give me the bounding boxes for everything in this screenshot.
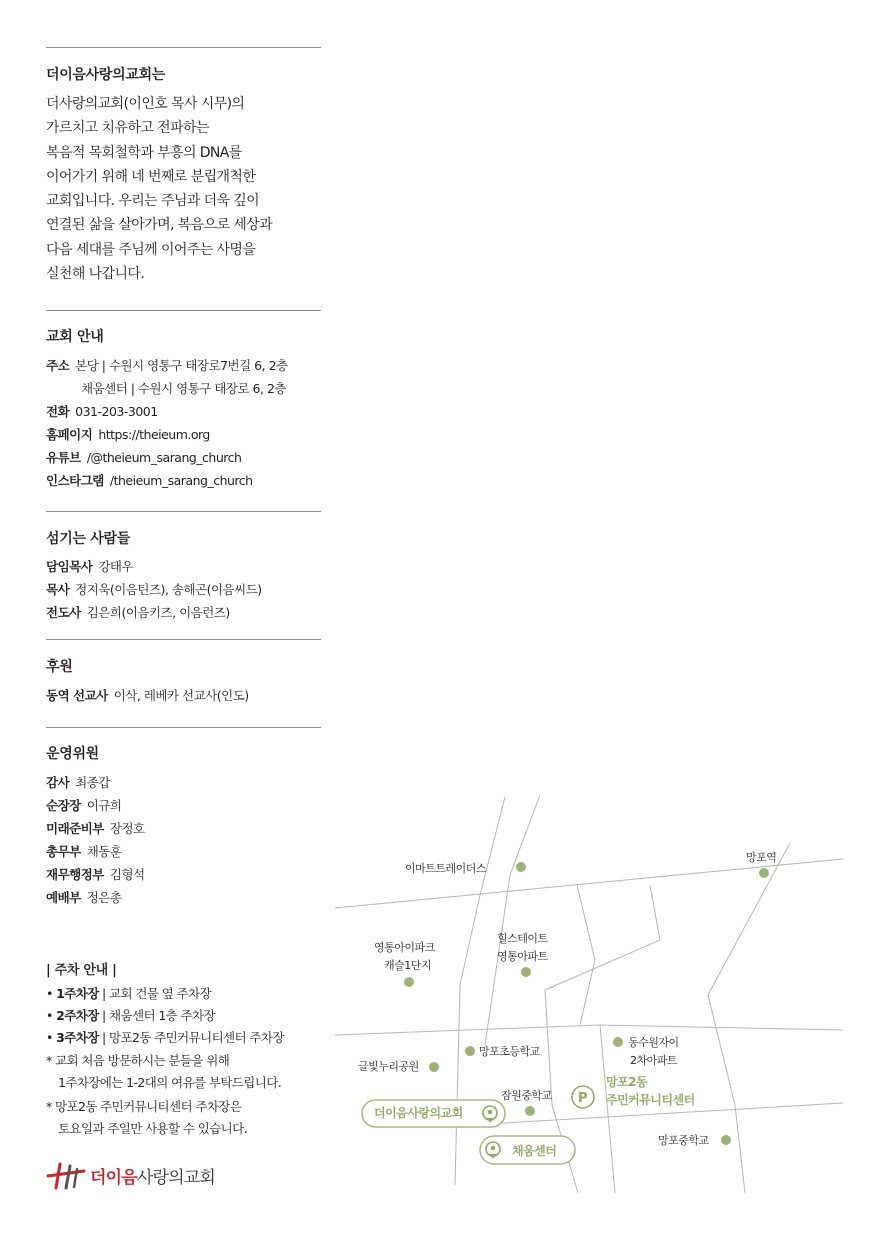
divider bbox=[46, 727, 321, 728]
homepage-row bbox=[46, 425, 210, 443]
map-label-mangpo-station: 망포역 bbox=[746, 851, 777, 864]
parking-title: | 주차 안내 | bbox=[46, 963, 117, 978]
bullet: • bbox=[46, 986, 57, 1001]
info-title: 교회 안내 bbox=[46, 329, 104, 345]
committee-label: 순장장 bbox=[46, 798, 81, 813]
committee-row bbox=[46, 819, 145, 837]
map-dot-hillstate bbox=[521, 967, 531, 977]
parking-item bbox=[46, 1006, 215, 1024]
parking-lot-desc: | 채움센터 1층 주차장 bbox=[98, 1008, 215, 1023]
intro-line: 가르치고 치유하고 전파하는 bbox=[46, 120, 209, 137]
divider bbox=[46, 639, 321, 640]
intro-line: 연결된 삶을 살아가며, 복음으로 세상과 bbox=[46, 217, 273, 234]
map-dot-mangpo-elementary bbox=[465, 1046, 475, 1056]
map-label-church: 더이음사랑의교회 bbox=[374, 1106, 463, 1120]
phone-label: 전화 bbox=[46, 404, 70, 419]
address-row bbox=[46, 356, 288, 374]
parking-item bbox=[46, 984, 211, 1002]
address-annex: 채움센터 | 수원시 영통구 태장로 6, 2층 bbox=[81, 381, 286, 396]
committee-row bbox=[46, 842, 121, 860]
committee-row bbox=[46, 796, 121, 814]
intro-title: 더이음사랑의교회는 bbox=[46, 67, 166, 83]
committee-row bbox=[46, 865, 145, 883]
committee-row bbox=[46, 888, 121, 906]
parking-note: 1주차장에는 1-2대의 여유를 부탁드립니다. bbox=[58, 1075, 282, 1090]
map-label-dongsuwon: 동수원자이 bbox=[628, 1036, 679, 1049]
parking-lot-label: 3주차장 bbox=[56, 1030, 99, 1045]
staff-value: 김은희(이음키즈, 이음런즈) bbox=[86, 605, 230, 620]
address-label: 주소 bbox=[46, 358, 70, 373]
parking-note: 토요일과 주일만 사용할 수 있습니다. bbox=[58, 1121, 247, 1136]
bullet: • bbox=[46, 1030, 57, 1045]
map-label-mangpo-elementary: 망포초등학교 bbox=[479, 1045, 540, 1058]
address-main: 본당 | 수원시 영통구 태장로7번길 6, 2층 bbox=[75, 358, 288, 373]
parking-lot-desc: | 망포2동 주민커뮤니티센터 주차장 bbox=[98, 1030, 284, 1045]
staff-label: 담임목사 bbox=[46, 559, 93, 574]
intro-paragraph bbox=[46, 92, 272, 286]
divider bbox=[46, 310, 321, 311]
support-title: 후원 bbox=[46, 659, 73, 675]
intro-line: 이어가기 위해 네 번째로 분립개척한 bbox=[46, 168, 256, 185]
youtube-row bbox=[46, 448, 241, 466]
staff-label: 목사 bbox=[46, 582, 70, 597]
support-label: 동역 선교사 bbox=[46, 688, 108, 703]
map-dot-dongsuwon bbox=[613, 1037, 623, 1047]
logo-text-part2: 사랑의교회 bbox=[136, 1167, 215, 1188]
map-label-dongsuwon-2: 2차아파트 bbox=[630, 1054, 678, 1067]
committee-label: 예배부 bbox=[46, 890, 81, 905]
map-label-park: 글빛누리공원 bbox=[358, 1060, 419, 1073]
youtube-label: 유튜브 bbox=[46, 450, 81, 465]
bullet: • bbox=[46, 1008, 57, 1023]
instagram-row bbox=[46, 471, 253, 489]
map-label-community-center-2: 주민커뮤니티센터 bbox=[606, 1093, 695, 1107]
staff-row bbox=[46, 603, 230, 621]
instagram-label: 인스타그램 bbox=[46, 473, 104, 488]
divider bbox=[46, 47, 321, 48]
map-label-mangpo-middle: 망포중학교 bbox=[658, 1134, 709, 1147]
map-dot-mangpo-middle bbox=[721, 1135, 731, 1145]
parking-lot-label: 1주차장 bbox=[56, 986, 99, 1001]
committee-label: 미래준비부 bbox=[46, 821, 104, 836]
phone-row bbox=[46, 402, 158, 420]
parking-icon bbox=[572, 1086, 594, 1108]
divider bbox=[46, 511, 321, 512]
homepage-link[interactable]: https://theieum.org bbox=[98, 427, 210, 442]
map-dot-jamwon-middle bbox=[525, 1106, 535, 1116]
staff-label: 전도사 bbox=[46, 605, 81, 620]
committee-value: 채동훈 bbox=[86, 844, 122, 859]
map-dot-emart bbox=[516, 862, 526, 872]
intro-line: 더사랑의교회(이인호 목사 시무)의 bbox=[46, 96, 245, 112]
parking-icon-letter: P bbox=[578, 1091, 588, 1106]
parking-item bbox=[46, 1028, 284, 1046]
map-label-hillstate: 힐스테이트 bbox=[497, 932, 548, 945]
intro-line: 복음적 목회철학과 부흥의 DNA를 bbox=[46, 144, 242, 161]
intro-line: 교회입니다. 우리는 주님과 더욱 깊이 bbox=[46, 193, 260, 210]
intro-line: 실천해 나갑니다. bbox=[46, 266, 145, 283]
phone-number: 031-203-3001 bbox=[75, 404, 158, 419]
church-logo-mark-icon bbox=[46, 1160, 86, 1190]
parking-note: * 교회 처음 방문하시는 분들을 위해 bbox=[46, 1053, 230, 1068]
committee-value: 최종갑 bbox=[75, 775, 110, 790]
map-label-emart: 이마트트레이더스 bbox=[405, 862, 487, 875]
location-map bbox=[330, 785, 845, 1195]
staff-value: 정지욱(이음틴즈), 송해곤(이음씨드) bbox=[75, 582, 262, 597]
intro-line: 다음 세대를 주님께 이어주는 사명을 bbox=[46, 241, 256, 258]
map-dot-ipark bbox=[404, 977, 414, 987]
map-label-ipark-2: 캐슬1단지 bbox=[384, 959, 432, 972]
support-value: 이삭, 레베카 선교사(인도) bbox=[113, 688, 249, 703]
committee-label: 재무행정부 bbox=[46, 867, 104, 882]
church-logo-text bbox=[90, 1163, 215, 1188]
committee-value: 정은총 bbox=[86, 890, 122, 905]
parking-note: * 망포2동 주민커뮤니티센터 주차장은 bbox=[46, 1099, 242, 1114]
map-label-hillstate-2: 영통아파트 bbox=[497, 950, 548, 963]
support-row bbox=[46, 686, 249, 704]
map-label-ipark: 영통아이파크 bbox=[374, 941, 435, 954]
instagram-handle[interactable]: /theieum_sarang_church bbox=[109, 473, 253, 488]
homepage-label: 홈페이지 bbox=[46, 427, 93, 442]
parking-lot-label: 2주차장 bbox=[56, 1008, 99, 1023]
map-label-jamwon-middle: 잠원중학교 bbox=[501, 1089, 552, 1102]
committee-value: 장정호 bbox=[109, 821, 145, 836]
committee-value: 김형석 bbox=[109, 867, 145, 882]
map-dot-mangpo-station bbox=[759, 868, 769, 878]
committee-row bbox=[46, 773, 110, 791]
map-label-chaeum-center: 채움센터 bbox=[512, 1144, 557, 1158]
committee-label: 감사 bbox=[46, 775, 70, 790]
youtube-handle[interactable]: /@theieum_sarang_church bbox=[86, 450, 242, 465]
logo-text-part1: 더이음 bbox=[90, 1167, 137, 1188]
committee-title: 운영위원 bbox=[46, 746, 99, 762]
staff-value: 강태우 bbox=[98, 559, 134, 574]
church-logo bbox=[46, 1160, 215, 1190]
committee-value: 이규희 bbox=[86, 798, 122, 813]
staff-title: 섬기는 사람들 bbox=[46, 531, 130, 547]
committee-label: 총무부 bbox=[46, 844, 81, 859]
staff-row bbox=[46, 580, 262, 598]
map-label-community-center: 망포2동 bbox=[606, 1075, 648, 1089]
map-dot-park bbox=[429, 1062, 439, 1072]
parking-lot-desc: | 교회 건물 옆 주차장 bbox=[98, 986, 211, 1001]
staff-row bbox=[46, 557, 133, 575]
address-row-2 bbox=[81, 379, 286, 397]
